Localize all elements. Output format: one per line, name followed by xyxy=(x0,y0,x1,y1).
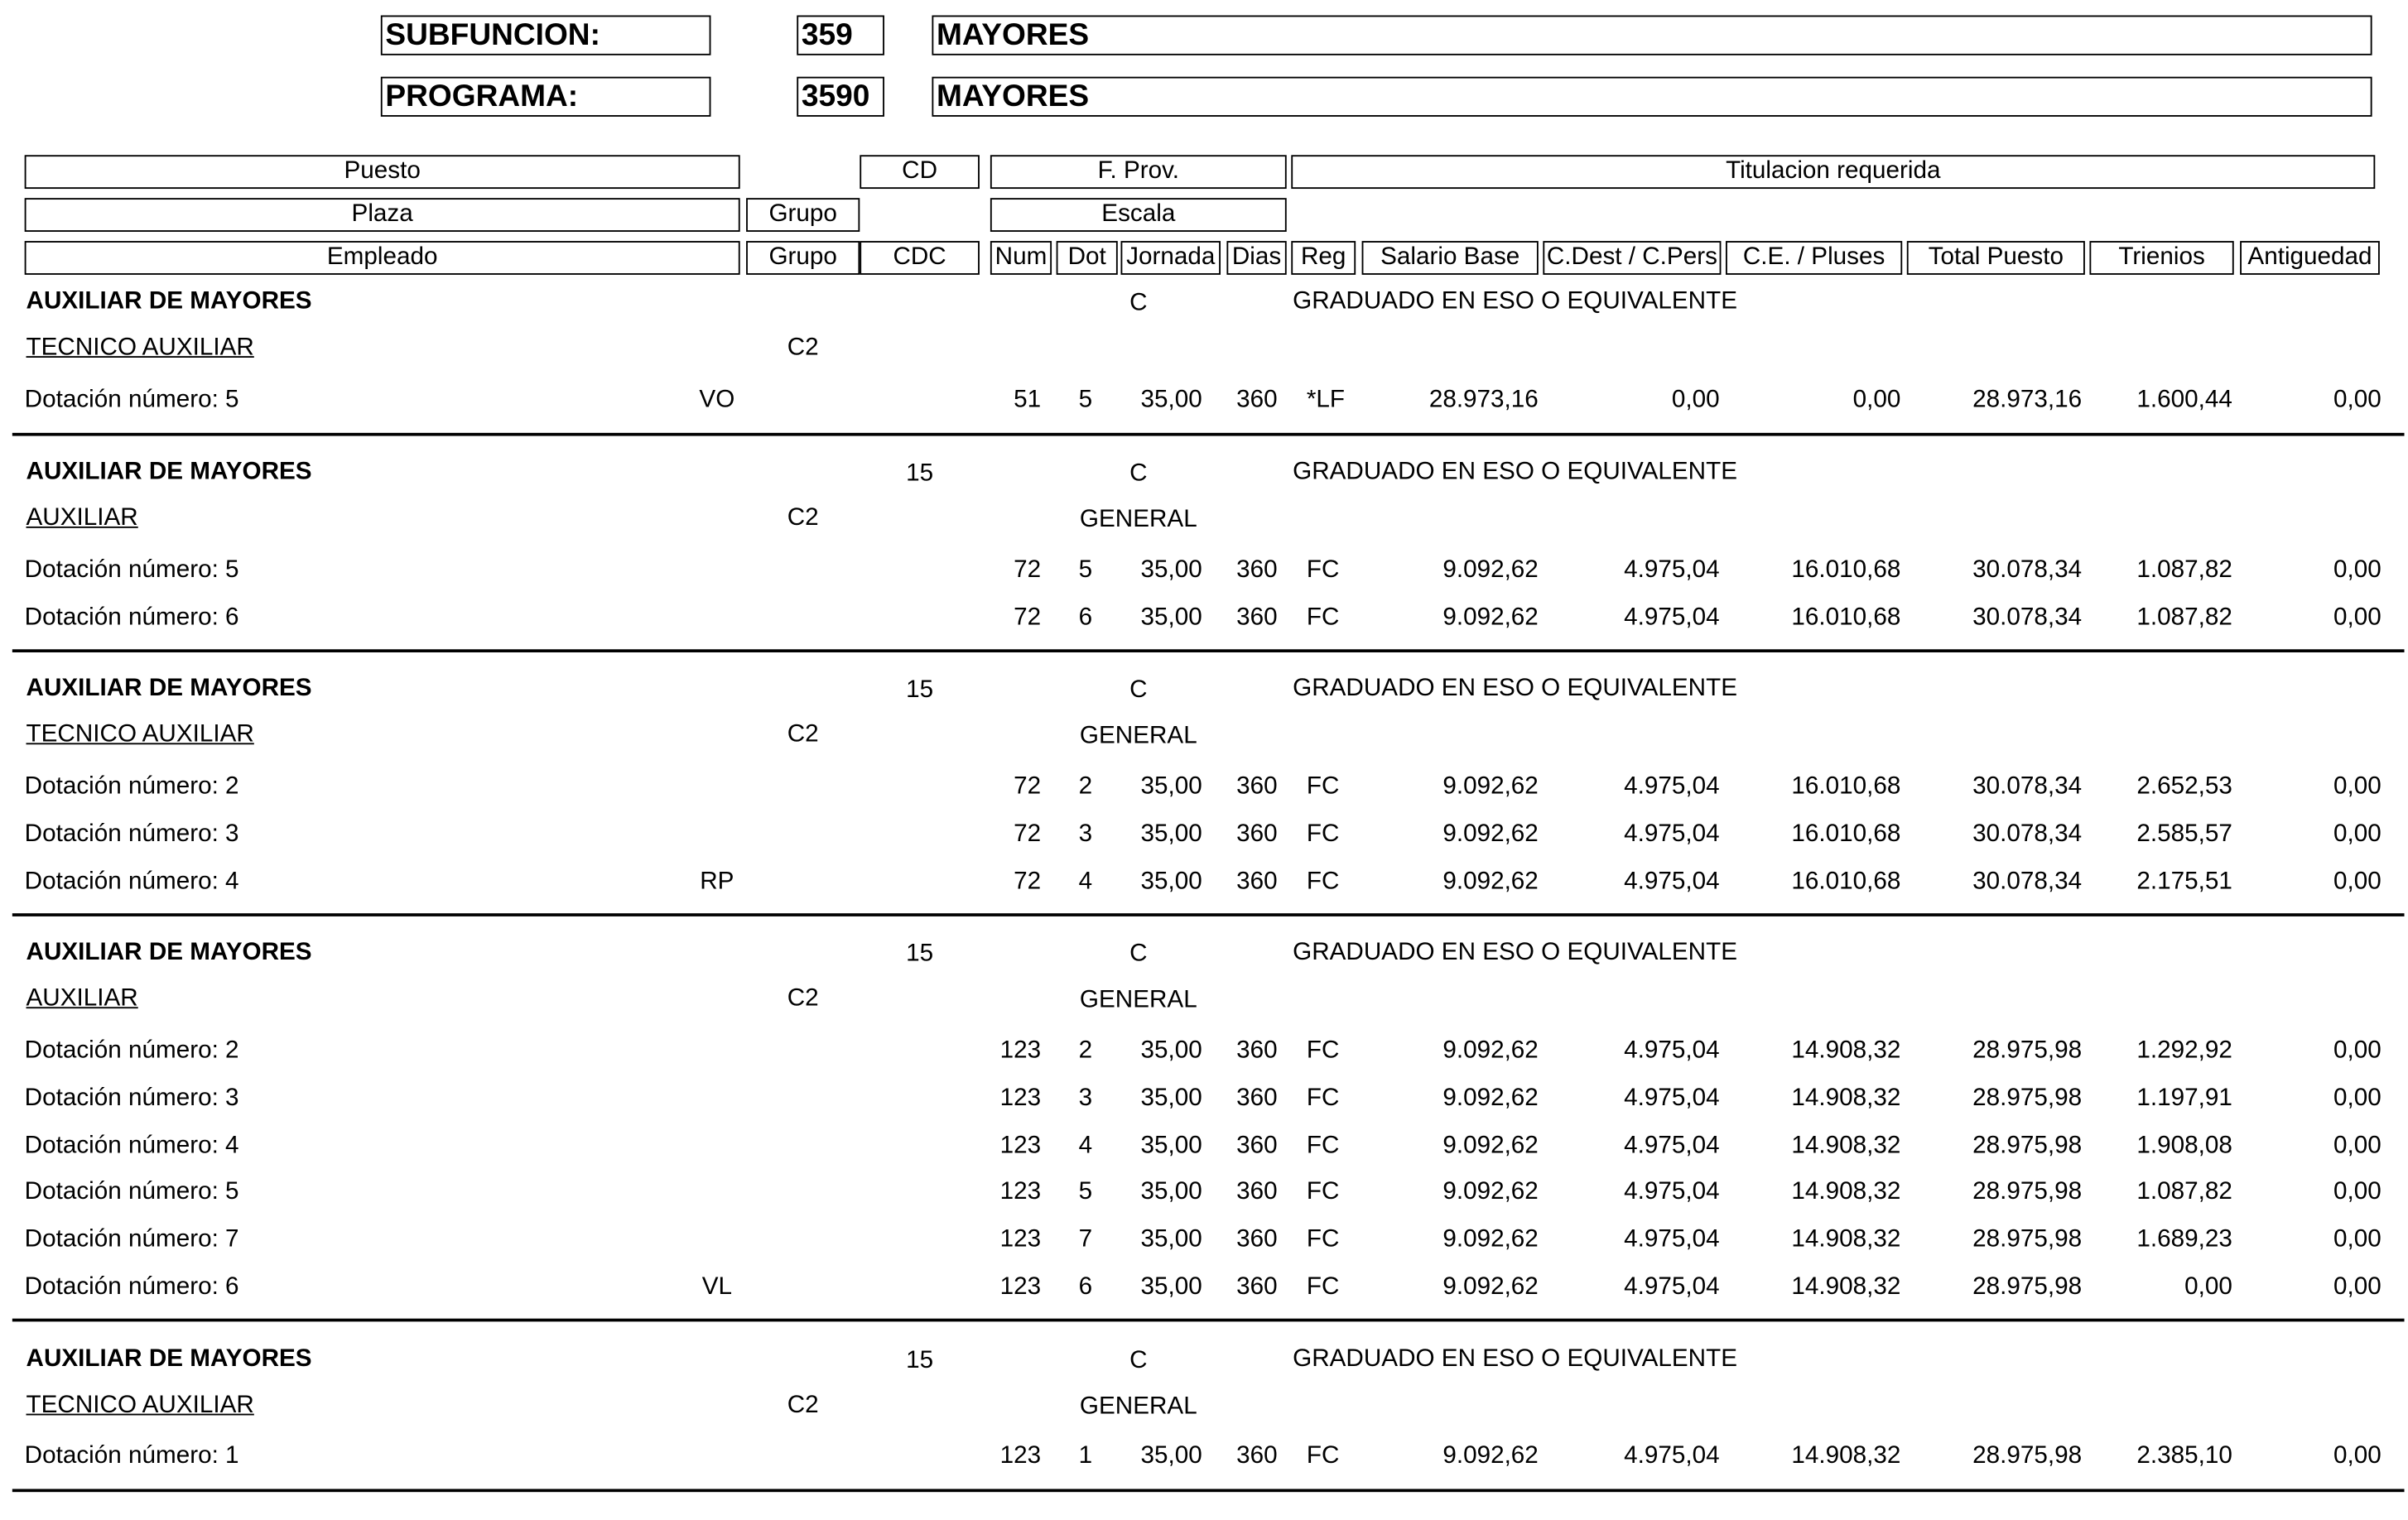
dotacion-empleado: Dotación número: 5 xyxy=(24,1178,239,1205)
dotacion-cdest: 0,00 xyxy=(1671,387,1720,413)
puesto-name: AUXILIAR DE MAYORES xyxy=(26,288,312,315)
dotacion-antiguedad: 0,00 xyxy=(2333,1273,2382,1301)
dotacion-num: 123 xyxy=(999,1442,1042,1469)
section-divider xyxy=(12,433,2405,436)
dotacion-dot: 4 xyxy=(1078,1133,1093,1159)
dotacion-cdest: 4.975,04 xyxy=(1624,1133,1720,1159)
dotacion-num: 51 xyxy=(1014,387,1042,413)
dotacion-salario: 9.092,62 xyxy=(1442,1442,1539,1469)
dotacion-total: 28.975,98 xyxy=(1972,1442,2083,1469)
dotacion-num: 123 xyxy=(999,1178,1042,1205)
col-puesto: Puesto xyxy=(25,155,740,189)
dotacion-num: 72 xyxy=(1014,868,1042,895)
puesto-fprov: C xyxy=(1129,676,1148,704)
dotacion-dot: 7 xyxy=(1078,1226,1093,1253)
puesto-titulacion: GRADUADO EN ESO O EQUIVALENTE xyxy=(1293,675,1738,702)
dotacion-empleado: Dotación número: 1 xyxy=(24,1442,239,1469)
plaza-grupo: C2 xyxy=(787,985,819,1012)
dotacion-jornada: 35,00 xyxy=(1140,773,1202,800)
puesto-fprov: C xyxy=(1129,940,1148,968)
dotacion-total: 30.078,34 xyxy=(1972,868,2083,895)
col-num: Num xyxy=(990,241,1052,275)
plaza-grupo: C2 xyxy=(787,721,819,748)
programa-name: MAYORES xyxy=(932,77,2372,117)
section-divider xyxy=(12,649,2405,652)
plaza-escala: GENERAL xyxy=(1079,506,1197,533)
dotacion-dot: 2 xyxy=(1078,773,1093,800)
dotacion-trienios: 2.652,53 xyxy=(2136,773,2232,800)
col-grupo-empleado: Grupo xyxy=(746,241,860,275)
dotacion-jornada: 35,00 xyxy=(1140,1442,1202,1469)
puesto-cd: 15 xyxy=(906,940,934,968)
plaza-escala: GENERAL xyxy=(1079,723,1197,749)
dotacion-cdest: 4.975,04 xyxy=(1624,604,1720,632)
dotacion-salario: 9.092,62 xyxy=(1442,1178,1539,1205)
dotacion-empleado: Dotación número: 3 xyxy=(24,820,239,848)
col-jornada: Jornada xyxy=(1120,241,1221,275)
dotacion-cdest: 4.975,04 xyxy=(1624,1226,1720,1253)
dotacion-jornada: 35,00 xyxy=(1140,557,1202,584)
dotacion-antiguedad: 0,00 xyxy=(2333,820,2382,848)
puesto-cd: 15 xyxy=(906,676,934,704)
dotacion-antiguedad: 0,00 xyxy=(2333,387,2382,413)
col-ce: C.E. / Pluses xyxy=(1726,241,1902,275)
puesto-titulacion: GRADUADO EN ESO O EQUIVALENTE xyxy=(1293,288,1738,315)
dotacion-salario: 9.092,62 xyxy=(1442,557,1539,584)
puesto-cd: 15 xyxy=(906,460,934,487)
dotacion-trienios: 2.385,10 xyxy=(2136,1442,2232,1469)
dotacion-antiguedad: 0,00 xyxy=(2333,1133,2382,1159)
col-grupo-plaza: Grupo xyxy=(746,198,860,232)
dotacion-total: 28.975,98 xyxy=(1972,1226,2083,1253)
dotacion-dias: 360 xyxy=(1236,820,1278,848)
dotacion-empleado: Dotación número: 3 xyxy=(24,1085,239,1112)
dotacion-empleado: Dotación número: 4 xyxy=(24,868,239,895)
dotacion-salario: 9.092,62 xyxy=(1442,1133,1539,1159)
dotacion-dot: 5 xyxy=(1078,387,1093,413)
dotacion-dias: 360 xyxy=(1236,1085,1278,1112)
dotacion-num: 123 xyxy=(999,1037,1042,1064)
subfuncion-label: SUBFUNCION: xyxy=(381,16,711,55)
dotacion-dot: 3 xyxy=(1078,820,1093,848)
dotacion-total: 28.975,98 xyxy=(1972,1085,2083,1112)
section-divider xyxy=(12,1489,2405,1492)
dotacion-dot: 5 xyxy=(1078,1178,1093,1205)
dotacion-cdest: 4.975,04 xyxy=(1624,557,1720,584)
dotacion-jornada: 35,00 xyxy=(1140,1037,1202,1064)
dotacion-cdest: 4.975,04 xyxy=(1624,868,1720,895)
dotacion-total: 30.078,34 xyxy=(1972,773,2083,800)
dotacion-num: 123 xyxy=(999,1133,1042,1159)
plaza-escala: GENERAL xyxy=(1079,987,1197,1013)
dotacion-reg: FC xyxy=(1306,820,1340,848)
dotacion-dot: 1 xyxy=(1078,1442,1093,1469)
dotacion-reg: FC xyxy=(1306,557,1340,584)
dotacion-antiguedad: 0,00 xyxy=(2333,868,2382,895)
dotacion-ce: 0,00 xyxy=(1852,387,1901,413)
dotacion-trienios: 1.908,08 xyxy=(2136,1133,2232,1159)
dotacion-ce: 14.908,32 xyxy=(1791,1273,1901,1301)
dotacion-cdest: 4.975,04 xyxy=(1624,1442,1720,1469)
dotacion-cdest: 4.975,04 xyxy=(1624,1037,1720,1064)
dotacion-total: 30.078,34 xyxy=(1972,557,2083,584)
dotacion-reg: FC xyxy=(1306,1226,1340,1253)
dotacion-antiguedad: 0,00 xyxy=(2333,1037,2382,1064)
puesto-titulacion: GRADUADO EN ESO O EQUIVALENTE xyxy=(1293,939,1738,966)
dotacion-jornada: 35,00 xyxy=(1140,1133,1202,1159)
dotacion-jornada: 35,00 xyxy=(1140,1178,1202,1205)
dotacion-reg: *LF xyxy=(1306,387,1346,413)
dotacion-trienios: 2.585,57 xyxy=(2136,820,2232,848)
dotacion-dias: 360 xyxy=(1236,557,1278,584)
dotacion-salario: 9.092,62 xyxy=(1442,868,1539,895)
col-cdest: C.Dest / C.Pers xyxy=(1543,241,1721,275)
dotacion-trienios: 1.087,82 xyxy=(2136,557,2232,584)
puesto-name: AUXILIAR DE MAYORES xyxy=(26,939,312,966)
plaza-name: TECNICO AUXILIAR xyxy=(26,721,254,748)
dotacion-salario: 9.092,62 xyxy=(1442,1085,1539,1112)
dotacion-dot: 6 xyxy=(1078,604,1093,632)
dotacion-reg: FC xyxy=(1306,868,1340,895)
dotacion-num: 123 xyxy=(999,1085,1042,1112)
col-titulacion: Titulacion requerida xyxy=(1291,155,2375,189)
dotacion-reg: FC xyxy=(1306,1037,1340,1064)
dotacion-total: 28.975,98 xyxy=(1972,1037,2083,1064)
puesto-titulacion: GRADUADO EN ESO O EQUIVALENTE xyxy=(1293,1346,1738,1373)
col-empleado: Empleado xyxy=(25,241,740,275)
col-dias: Dias xyxy=(1226,241,1286,275)
dotacion-salario: 9.092,62 xyxy=(1442,1226,1539,1253)
dotacion-jornada: 35,00 xyxy=(1140,387,1202,413)
dotacion-salario: 9.092,62 xyxy=(1442,773,1539,800)
dotacion-empleado: Dotación número: 2 xyxy=(24,773,239,800)
dotacion-mark: RP xyxy=(700,868,734,895)
puesto-name: AUXILIAR DE MAYORES xyxy=(26,675,312,702)
col-reg: Reg xyxy=(1291,241,1356,275)
dotacion-dot: 3 xyxy=(1078,1085,1093,1112)
dotacion-salario: 9.092,62 xyxy=(1442,820,1539,848)
plaza-name: TECNICO AUXILIAR xyxy=(26,1392,254,1419)
dotacion-antiguedad: 0,00 xyxy=(2333,557,2382,584)
dotacion-trienios: 1.087,82 xyxy=(2136,604,2232,632)
dotacion-empleado: Dotación número: 7 xyxy=(24,1226,239,1253)
dotacion-ce: 16.010,68 xyxy=(1791,868,1901,895)
col-trienios: Trienios xyxy=(2089,241,2233,275)
plaza-name: AUXILIAR xyxy=(26,504,138,532)
dotacion-reg: FC xyxy=(1306,1085,1340,1112)
dotacion-reg: FC xyxy=(1306,1133,1340,1159)
puesto-fprov: C xyxy=(1129,1347,1148,1374)
dotacion-ce: 14.908,32 xyxy=(1791,1085,1901,1112)
plaza-grupo: C2 xyxy=(787,504,819,532)
dotacion-empleado: Dotación número: 4 xyxy=(24,1133,239,1159)
dotacion-jornada: 35,00 xyxy=(1140,868,1202,895)
dotacion-empleado: Dotación número: 6 xyxy=(24,1273,239,1301)
dotacion-num: 72 xyxy=(1014,820,1042,848)
col-plaza: Plaza xyxy=(25,198,740,232)
col-antiguedad: Antiguedad xyxy=(2240,241,2380,275)
dotacion-num: 72 xyxy=(1014,604,1042,632)
dotacion-trienios: 1.087,82 xyxy=(2136,1178,2232,1205)
dotacion-ce: 14.908,32 xyxy=(1791,1133,1901,1159)
dotacion-cdest: 4.975,04 xyxy=(1624,1178,1720,1205)
dotacion-ce: 16.010,68 xyxy=(1791,557,1901,584)
dotacion-dias: 360 xyxy=(1236,387,1278,413)
dotacion-cdest: 4.975,04 xyxy=(1624,1085,1720,1112)
dotacion-num: 72 xyxy=(1014,773,1042,800)
dotacion-num: 123 xyxy=(999,1226,1042,1253)
dotacion-reg: FC xyxy=(1306,1442,1340,1469)
dotacion-trienios: 1.600,44 xyxy=(2136,387,2232,413)
dotacion-reg: FC xyxy=(1306,1178,1340,1205)
dotacion-empleado: Dotación número: 6 xyxy=(24,604,239,632)
dotacion-dias: 360 xyxy=(1236,1133,1278,1159)
puesto-name: AUXILIAR DE MAYORES xyxy=(26,1346,312,1373)
dotacion-cdest: 4.975,04 xyxy=(1624,1273,1720,1301)
dotacion-antiguedad: 0,00 xyxy=(2333,1085,2382,1112)
puesto-cd: 15 xyxy=(906,1347,934,1374)
dotacion-jornada: 35,00 xyxy=(1140,1226,1202,1253)
dotacion-antiguedad: 0,00 xyxy=(2333,773,2382,800)
dotacion-salario: 9.092,62 xyxy=(1442,604,1539,632)
dotacion-total: 28.973,16 xyxy=(1972,387,2083,413)
subfuncion-name: MAYORES xyxy=(932,16,2372,55)
dotacion-jornada: 35,00 xyxy=(1140,1085,1202,1112)
dotacion-reg: FC xyxy=(1306,773,1340,800)
dotacion-dias: 360 xyxy=(1236,1273,1278,1301)
dotacion-antiguedad: 0,00 xyxy=(2333,604,2382,632)
dotacion-antiguedad: 0,00 xyxy=(2333,1178,2382,1205)
subfuncion-code: 359 xyxy=(797,16,884,55)
col-salario-base: Salario Base xyxy=(1362,241,1539,275)
plaza-grupo: C2 xyxy=(787,334,819,361)
dotacion-empleado: Dotación número: 5 xyxy=(24,387,239,413)
programa-label: PROGRAMA: xyxy=(381,77,711,117)
dotacion-empleado: Dotación número: 2 xyxy=(24,1037,239,1064)
dotacion-mark: VO xyxy=(699,387,735,413)
dotacion-dot: 2 xyxy=(1078,1037,1093,1064)
dotacion-total: 28.975,98 xyxy=(1972,1273,2083,1301)
dotacion-jornada: 35,00 xyxy=(1140,1273,1202,1301)
dotacion-salario: 28.973,16 xyxy=(1428,387,1539,413)
dotacion-total: 30.078,34 xyxy=(1972,820,2083,848)
dotacion-dias: 360 xyxy=(1236,1037,1278,1064)
dotacion-total: 28.975,98 xyxy=(1972,1133,2083,1159)
dotacion-antiguedad: 0,00 xyxy=(2333,1226,2382,1253)
col-dot: Dot xyxy=(1057,241,1118,275)
programa-code: 3590 xyxy=(797,77,884,117)
dotacion-empleado: Dotación número: 5 xyxy=(24,557,239,584)
puesto-fprov: C xyxy=(1129,290,1148,316)
plaza-name: TECNICO AUXILIAR xyxy=(26,334,254,361)
dotacion-dot: 6 xyxy=(1078,1273,1093,1301)
dotacion-antiguedad: 0,00 xyxy=(2333,1442,2382,1469)
dotacion-jornada: 35,00 xyxy=(1140,820,1202,848)
dotacion-num: 123 xyxy=(999,1273,1042,1301)
dotacion-dias: 360 xyxy=(1236,1178,1278,1205)
puesto-titulacion: GRADUADO EN ESO O EQUIVALENTE xyxy=(1293,459,1738,485)
dotacion-trienios: 1.292,92 xyxy=(2136,1037,2232,1064)
dotacion-ce: 14.908,32 xyxy=(1791,1037,1901,1064)
dotacion-ce: 16.010,68 xyxy=(1791,820,1901,848)
dotacion-dias: 360 xyxy=(1236,1442,1278,1469)
col-total: Total Puesto xyxy=(1907,241,2085,275)
dotacion-jornada: 35,00 xyxy=(1140,604,1202,632)
dotacion-dias: 360 xyxy=(1236,604,1278,632)
plaza-grupo: C2 xyxy=(787,1392,819,1419)
dotacion-trienios: 1.197,91 xyxy=(2136,1085,2232,1112)
dotacion-total: 30.078,34 xyxy=(1972,604,2083,632)
section-divider xyxy=(12,1319,2405,1322)
dotacion-trienios: 0,00 xyxy=(2184,1273,2232,1301)
puesto-fprov: C xyxy=(1129,460,1148,487)
dotacion-dias: 360 xyxy=(1236,1226,1278,1253)
dotacion-ce: 14.908,32 xyxy=(1791,1178,1901,1205)
dotacion-mark: VL xyxy=(701,1273,733,1301)
dotacion-total: 28.975,98 xyxy=(1972,1178,2083,1205)
dotacion-reg: FC xyxy=(1306,604,1340,632)
dotacion-trienios: 1.689,23 xyxy=(2136,1226,2232,1253)
puesto-name: AUXILIAR DE MAYORES xyxy=(26,459,312,485)
dotacion-salario: 9.092,62 xyxy=(1442,1273,1539,1301)
col-cd: CD xyxy=(860,155,980,189)
dotacion-cdest: 4.975,04 xyxy=(1624,820,1720,848)
dotacion-trienios: 2.175,51 xyxy=(2136,868,2232,895)
dotacion-dias: 360 xyxy=(1236,868,1278,895)
dotacion-ce: 14.908,32 xyxy=(1791,1442,1901,1469)
plaza-name: AUXILIAR xyxy=(26,985,138,1012)
col-escala: Escala xyxy=(990,198,1287,232)
dotacion-num: 72 xyxy=(1014,557,1042,584)
dotacion-ce: 14.908,32 xyxy=(1791,1226,1901,1253)
dotacion-ce: 16.010,68 xyxy=(1791,773,1901,800)
col-cdc: CDC xyxy=(860,241,980,275)
plaza-escala: GENERAL xyxy=(1079,1393,1197,1421)
col-fprov: F. Prov. xyxy=(990,155,1287,189)
dotacion-cdest: 4.975,04 xyxy=(1624,773,1720,800)
dotacion-dot: 5 xyxy=(1078,557,1093,584)
dotacion-ce: 16.010,68 xyxy=(1791,604,1901,632)
dotacion-dot: 4 xyxy=(1078,868,1093,895)
dotacion-dias: 360 xyxy=(1236,773,1278,800)
dotacion-reg: FC xyxy=(1306,1273,1340,1301)
dotacion-salario: 9.092,62 xyxy=(1442,1037,1539,1064)
section-divider xyxy=(12,913,2405,916)
